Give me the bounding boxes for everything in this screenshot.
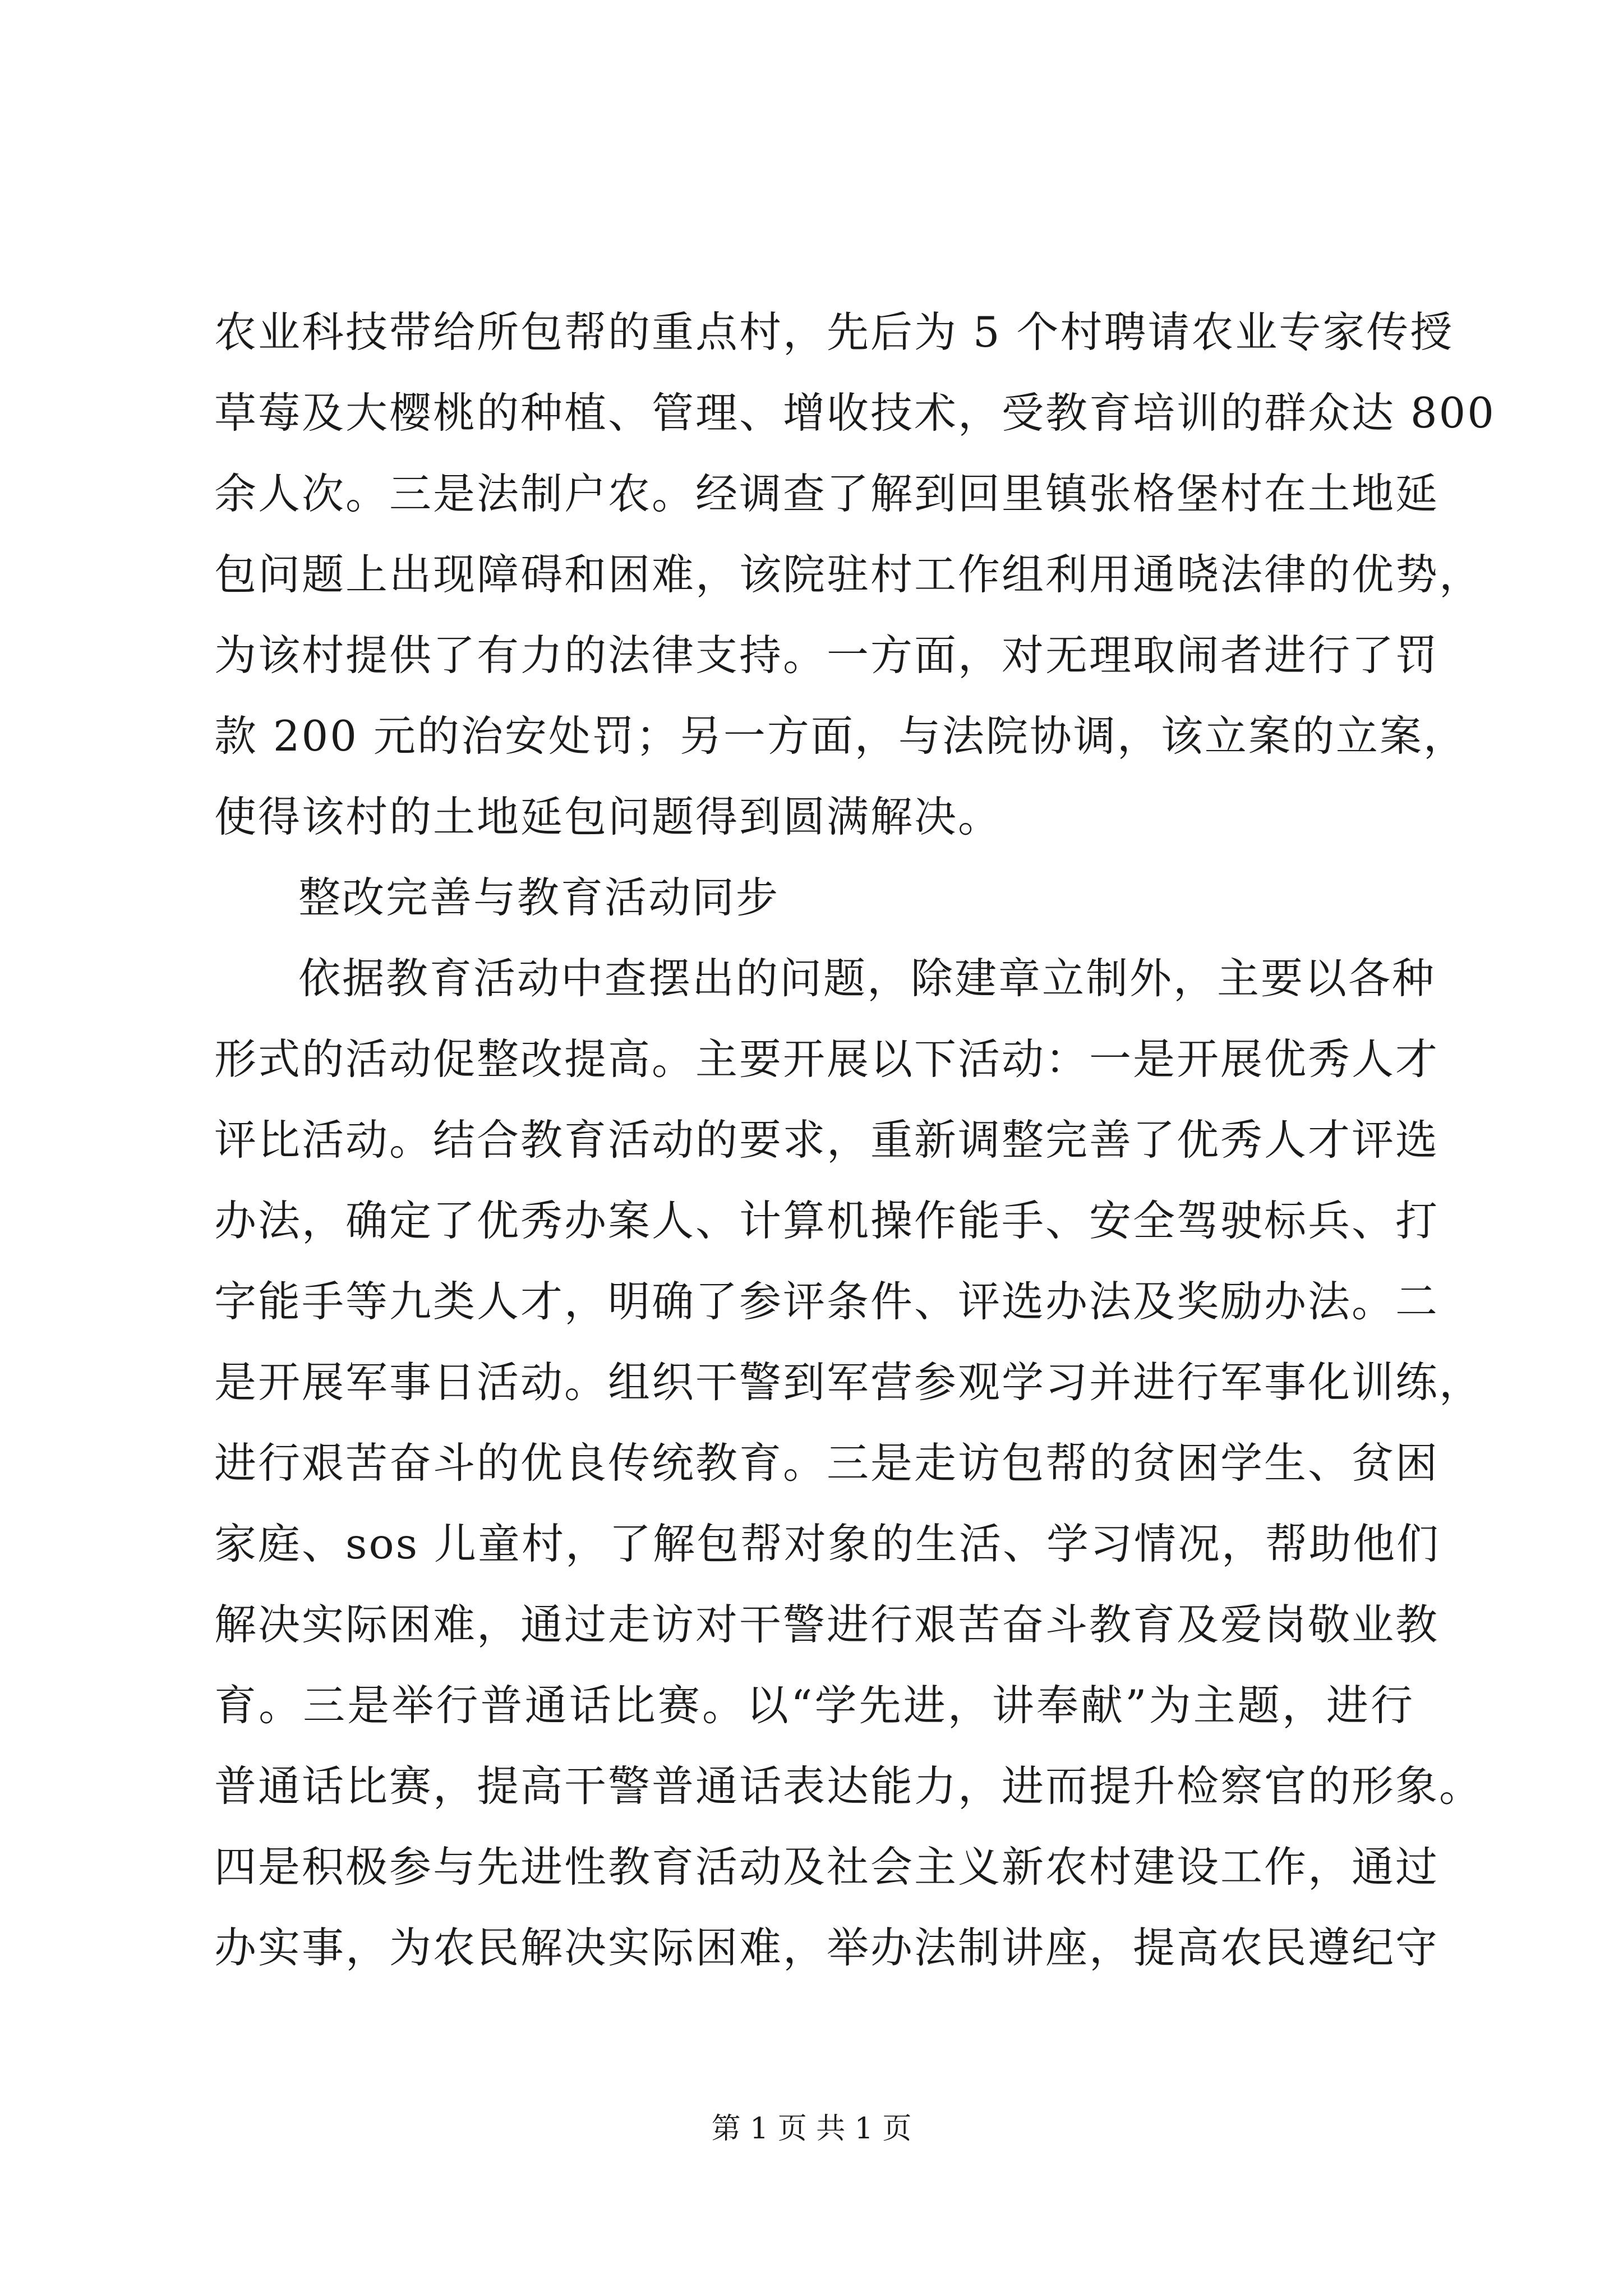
text-line: 农业科技带给所包帮的重点村，先后为 5 个村聘请农业专家传授 (214, 307, 1454, 357)
text-line: 款 200 元的治安处罚；另一方面，与法院协调，该立案的立案， (214, 711, 1467, 761)
text-line: 是开展军事日活动。组织干警到军营参观学习并进行军事化训练， (214, 1358, 1483, 1407)
text-line: 解决实际困难，通过走访对干警进行艰苦奋斗教育及爱岗敬业教 (214, 1600, 1440, 1649)
text-line: 办法，确定了优秀办案人、计算机操作能手、安全驾驶标兵、打 (214, 1196, 1440, 1245)
text-line: 草莓及大樱桃的种植、管理、增收技术，受教育培训的群众达 800 (214, 388, 1496, 438)
text-line: 形式的活动促整改提高。主要开展以下活动：一是开展优秀人才 (214, 1034, 1440, 1084)
document-body (214, 292, 1496, 1988)
text-line: 育。三是举行普通话比赛。以“学先进，讲奉献”为主题，进行 (214, 1681, 1414, 1730)
text-line: 使得该村的土地延包问题得到圆满解决。 (214, 792, 1002, 841)
text-line: 四是积极参与先进性教育活动及社会主义新农村建设工作，通过 (214, 1842, 1440, 1892)
paragraph-first-line: 依据教育活动中查摆出的问题，除建章立制外，主要以各种 (298, 954, 1436, 1003)
text-line: 余人次。三是法制户农。经调查了解到回里镇张格堡村在土地延 (214, 469, 1440, 518)
section-heading: 整改完善与教育活动同步 (298, 873, 780, 922)
text-line: 家庭、sos 儿童村，了解包帮对象的生活、学习情况，帮助他们 (214, 1519, 1440, 1568)
text-line: 包问题上出现障碍和困难，该院驻村工作组利用通晓法律的优势， (214, 550, 1483, 599)
text-line: 为该村提供了有力的法律支持。一方面，对无理取闹者进行了罚 (214, 631, 1440, 680)
text-line: 评比活动。结合教育活动的要求，重新调整完善了优秀人才评选 (214, 1115, 1440, 1165)
text-line: 进行艰苦奋斗的优良传统教育。三是走访包帮的贫困学生、贫困 (214, 1438, 1440, 1488)
text-line: 普通话比赛，提高干警普通话表达能力，进而提升检察官的形象。 (214, 1761, 1483, 1811)
text-line: 办实事，为农民解决实际困难，举办法制讲座，提高农民遵纪守 (214, 1923, 1440, 1972)
page-footer: 第 1 页 共 1 页 (711, 2112, 912, 2146)
text-line: 字能手等九类人才，明确了参评条件、评选办法及奖励办法。二 (214, 1277, 1440, 1326)
